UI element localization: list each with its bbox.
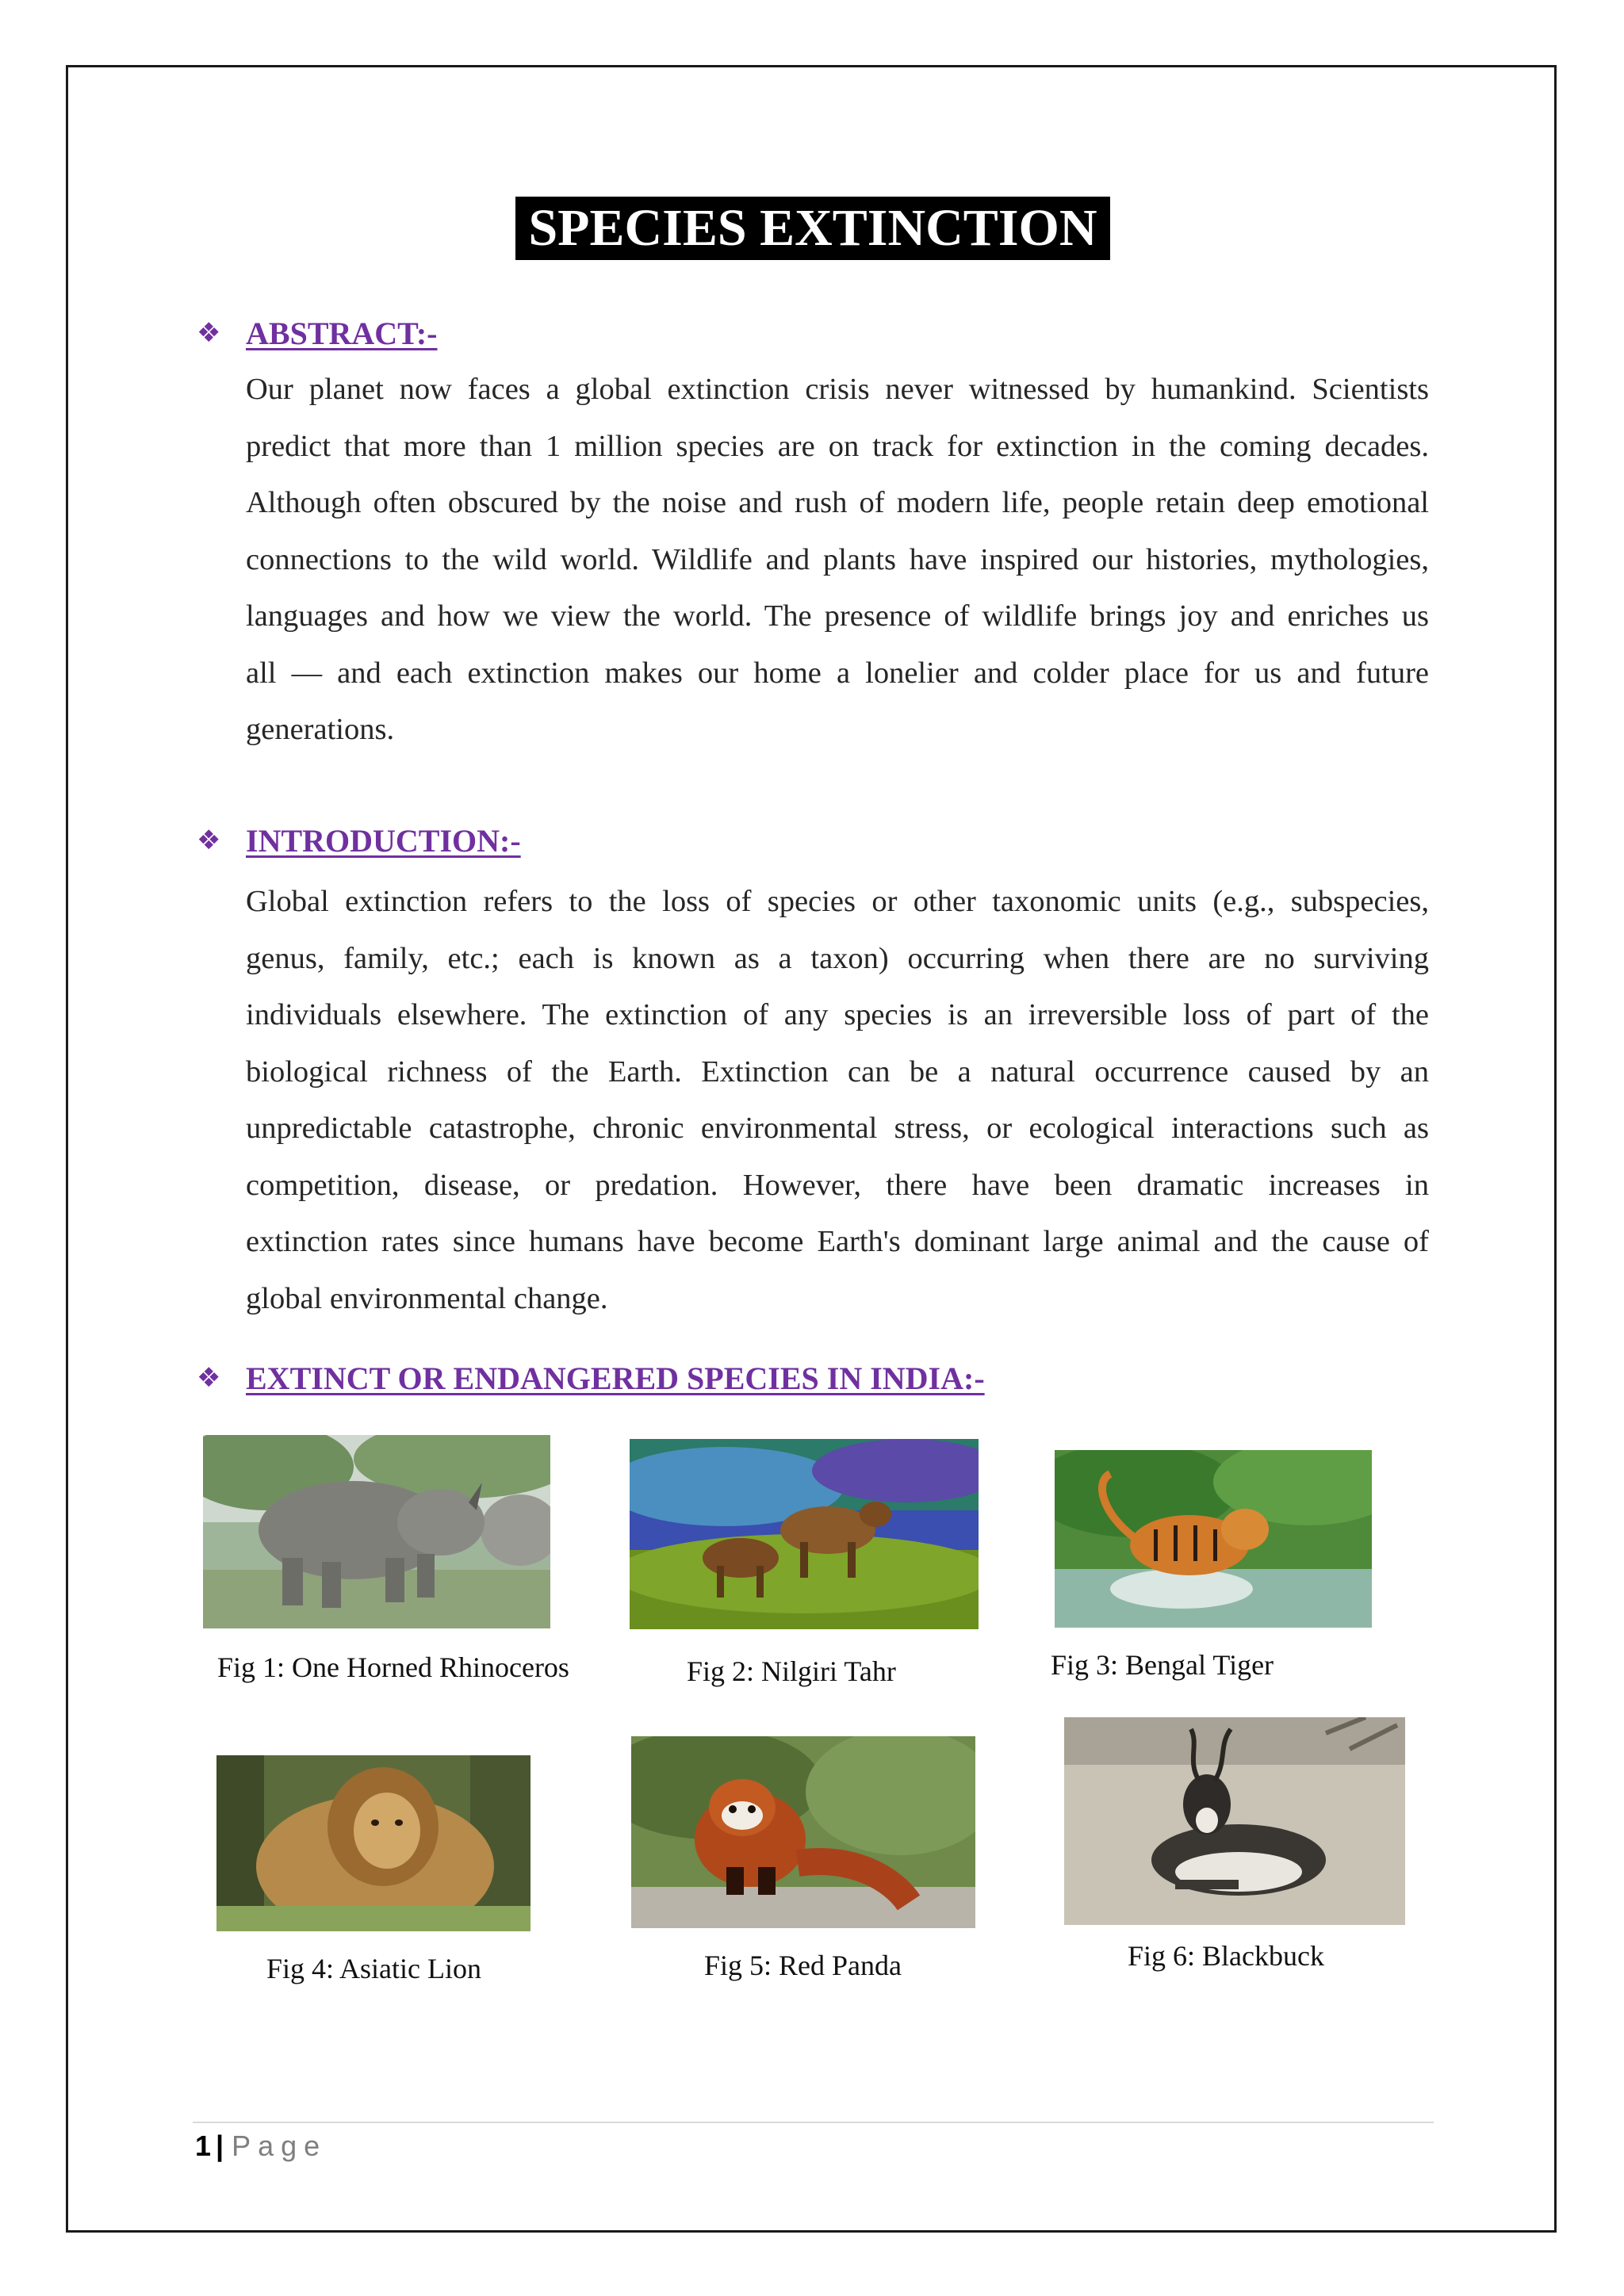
introduction-line: unpredictable catastrophe, chronic environmental stress, or ecological interactions such as (246, 1112, 1429, 1145)
page-footer (195, 2130, 327, 2163)
introduction-line: individuals elsewhere. The extinction of any species is an irreversible loss of part of the (246, 998, 1429, 1031)
introduction-heading: INTRODUCTION:- (246, 822, 521, 859)
figure-caption: Fig 1: One Horned Rhinoceros (217, 1651, 569, 1683)
introduction-line: genus, family, etc.; each is known as a taxon) occurring when there are no surviving (246, 941, 1429, 975)
document-title: SPECIES EXTINCTION (515, 197, 1110, 260)
abstract-paragraph (246, 362, 1429, 759)
footer-separator: | (216, 2130, 224, 2162)
figure-caption: Fig 5: Red Panda (704, 1950, 902, 1981)
species-heading: EXTINCT OR ENDANGERED SPECIES IN INDIA:- (246, 1360, 985, 1396)
diamond-bullet-icon: ❖ (197, 825, 221, 856)
introduction-paragraph (246, 874, 1429, 1327)
introduction-line: global environmental change. (246, 1281, 608, 1315)
abstract-line: connections to the wild world. Wildlife and plants have inspired our histories, mythologies, (246, 542, 1429, 576)
introduction-line: Global extinction refers to the loss of species or other taxonomic units (e.g., subspecies, (246, 885, 1429, 918)
abstract-line: Although often obscured by the noise and rush of modern life, people retain deep emotional (246, 486, 1429, 519)
introduction-line: competition, disease, or predation. However, there have been dramatic increases in (246, 1168, 1429, 1202)
abstract-heading-row (197, 311, 438, 355)
diamond-bullet-icon: ❖ (197, 317, 221, 349)
abstract-line: generations. (246, 713, 395, 746)
bengal-tiger-photo (1055, 1450, 1372, 1628)
asiatic-lion-photo (216, 1755, 530, 1931)
introduction-heading-row (197, 818, 521, 863)
species-heading-row (197, 1356, 985, 1400)
figure-caption: Fig 2: Nilgiri Tahr (687, 1655, 896, 1687)
abstract-line: languages and how we view the world. The presence of wildlife brings joy and enriches us (246, 599, 1429, 633)
abstract-heading: ABSTRACT:- (246, 315, 438, 351)
footer-divider (193, 2122, 1434, 2123)
abstract-line: predict that more than 1 million species are on track for extinction in the coming decades. (246, 429, 1429, 463)
nilgiri-tahr-photo (630, 1439, 979, 1629)
red-panda-photo (631, 1736, 975, 1928)
figure-caption: Fig 3: Bengal Tiger (1051, 1649, 1274, 1681)
abstract-line: Our planet now faces a global extinction crisis never witnessed by humankind. Scientists (246, 373, 1429, 406)
page-label: Page (232, 2130, 327, 2162)
figure-caption: Fig 6: Blackbuck (1128, 1940, 1324, 1972)
introduction-line: extinction rates since humans have become Earth's dominant large animal and the cause of (246, 1225, 1429, 1258)
introduction-line: biological richness of the Earth. Extinction can be a natural occurrence caused by an (246, 1054, 1429, 1089)
abstract-line: all — and each extinction makes our home a lonelier and colder place for us and future (246, 656, 1429, 690)
figure-caption: Fig 4: Asiatic Lion (266, 1953, 482, 1984)
diamond-bullet-icon: ❖ (197, 1362, 221, 1394)
page-number: 1 (195, 2130, 212, 2162)
blackbuck-photo (1064, 1717, 1405, 1925)
rhinoceros-photo (203, 1435, 550, 1628)
